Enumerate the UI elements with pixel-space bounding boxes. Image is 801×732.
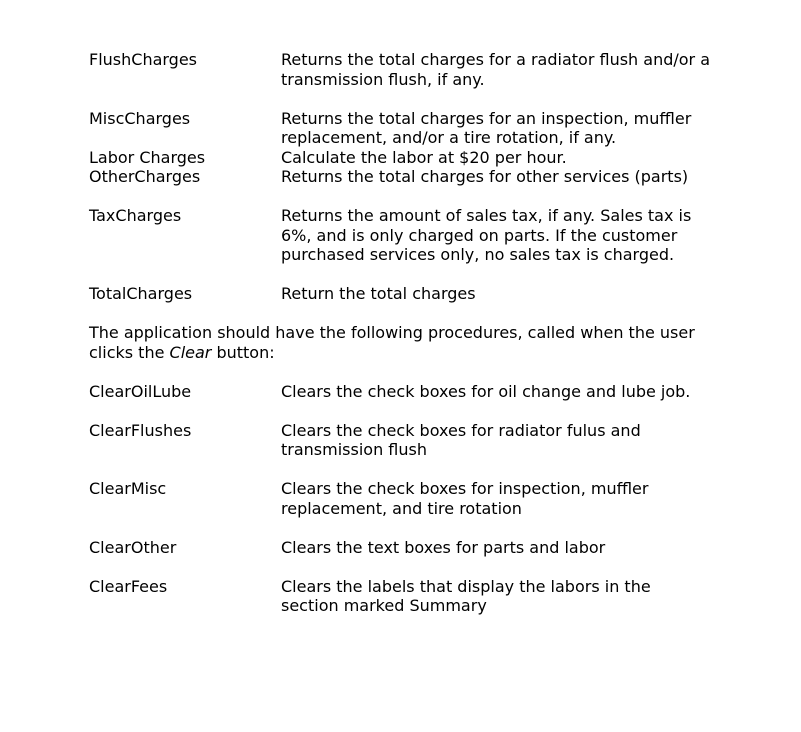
function-description: Returns the total charges for a radiator flush and/or a transmission flush, if any. [281, 50, 711, 89]
procedure-row-flushes [89, 421, 729, 460]
procedure-description: Clears the labels that display the labors in the section marked Summary [281, 576, 651, 615]
procedures-intro [89, 323, 714, 362]
function-description: Returns the total charges for an inspection, muffler replacement, and/or a tire rotation, if any. [281, 108, 692, 147]
procedure-row-misc [89, 479, 729, 518]
function-row-tax [89, 206, 729, 265]
function-description: Returns the total charges for other services (parts) [281, 167, 689, 186]
procedure-description: Clears the check boxes for radiator fulus and transmission flush [281, 420, 641, 459]
function-name: TaxCharges [89, 206, 182, 225]
procedure-name: ClearOther [89, 537, 177, 557]
function-description: Return the total charges [281, 284, 476, 303]
function-name: Labor Charges [89, 147, 206, 167]
procedure-name: ClearFees [89, 576, 168, 596]
function-name: OtherCharges [89, 167, 201, 186]
procedure-row-fees [89, 577, 729, 616]
document-page [89, 50, 729, 616]
procedure-description: Clears the check boxes for oil change and lube job. [281, 381, 691, 401]
function-row-labor [89, 148, 729, 168]
procedure-name: ClearOilLube [89, 381, 192, 401]
function-name: FlushCharges [89, 50, 198, 69]
procedure-name: ClearMisc [89, 479, 167, 498]
procedure-description: Clears the check boxes for inspection, muffler replacement, and tire rotation [281, 479, 649, 518]
function-row-misc [89, 109, 729, 148]
function-description: Calculate the labor at $20 per hour. [281, 147, 567, 167]
procedure-row-other [89, 538, 729, 558]
procedure-name: ClearFlushes [89, 420, 192, 440]
function-row-flush [89, 50, 729, 89]
function-name: MiscCharges [89, 108, 191, 128]
intro-text-before: The application should have the following procedures, called when the user clicks the [89, 323, 695, 362]
function-row-other [89, 167, 729, 187]
function-row-total [89, 284, 729, 304]
procedure-description: Clears the text boxes for parts and labor [281, 537, 606, 557]
procedure-row-oil-lube [89, 382, 729, 402]
function-description: Returns the amount of sales tax, if any. Sales tax is 6%, and is only charged on parts. If the customer purchased services only, no sales tax is charged. [281, 206, 692, 264]
clear-button-name: Clear [169, 342, 212, 362]
function-name: TotalCharges [89, 284, 193, 303]
intro-text-after: button: [211, 342, 275, 362]
